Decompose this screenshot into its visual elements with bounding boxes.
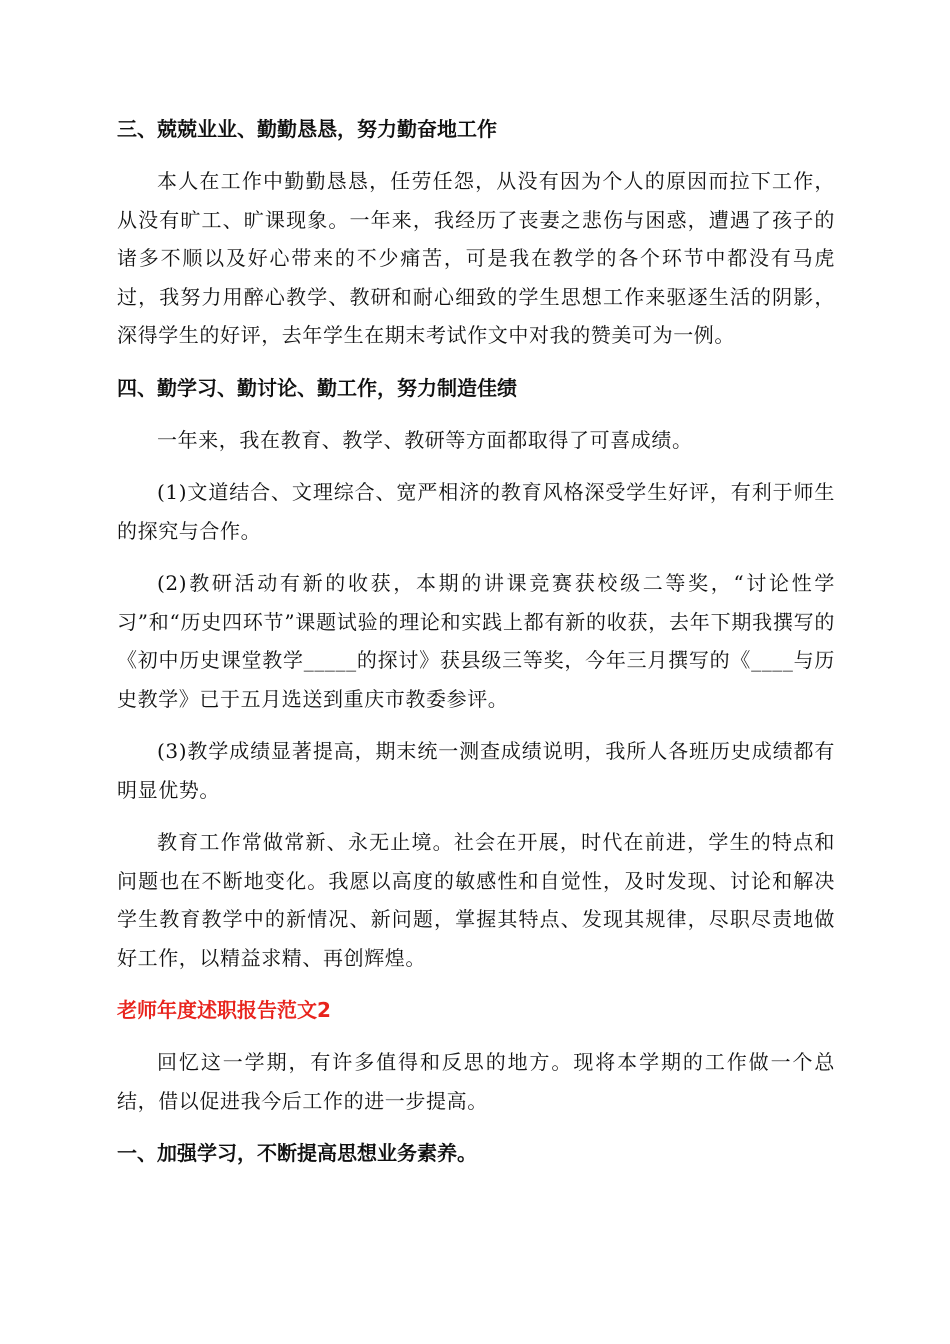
list-item-1: (1)文道结合、文理综合、宽严相济的教育风格深受学生好评，有利于师生的探究与合作。: [117, 480, 835, 543]
list-item-3: (3)教学成绩显著提高，期末统一测查成绩说明，我所人各班历史成绩都有明显优势。: [117, 739, 835, 802]
article-title: 老师年度述职报告范文2: [117, 998, 331, 1022]
section-heading-3: 三、兢兢业业、勤勤恳恳，努力勤奋地工作: [117, 117, 497, 141]
section-heading-1: 一、加强学习，不断提高思想业务素养。: [117, 1141, 477, 1165]
paragraph: 教育工作常做常新、永无止境。社会在开展，时代在前进，学生的特点和问题也在不断地变化。我愿以高度的敏感性和自觉性，及时发现、讨论和解决学生教育教学中的新情况、新问题，掌握其特点、发现其规律，尽职尽责地做好工作，以精益求精、再创辉煌。: [117, 830, 835, 970]
paragraph: 回忆这一学期，有许多值得和反思的地方。现将本学期的工作做一个总结，借以促进我今后工作的进一步提高。: [117, 1050, 835, 1113]
list-item-2: (2)教研活动有新的收获，本期的讲课竞赛获校级二等奖，“讨论性学习”和“历史四环节”课题试验的理论和实践上都有新的收获，去年下期我撰写的《初中历史课堂教学_____的探讨》获县级三等奖，今年三月撰写的《____与历史教学》已于五月选送到重庆市教委参评。: [117, 571, 835, 711]
document-body: [117, 110, 835, 1186]
paragraph: 本人在工作中勤勤恳恳，任劳任怨，从没有因为个人的原因而拉下工作，从没有旷工、旷课现象。一年来，我经历了丧妻之悲伤与困惑，遭遇了孩子的诸多不顺以及好心带来的不少痛苦，可是我在教学的各个环节中都没有马虎过，我努力用醉心教学、教研和耐心细致的学生思想工作来驱逐生活的阴影，深得学生的好评，去年学生在期末考试作文中对我的赞美可为一例。: [117, 169, 835, 347]
section-heading-4: 四、勤学习、勤讨论、勤工作，努力制造佳绩: [117, 375, 517, 400]
paragraph: 一年来，我在教育、教学、教研等方面都取得了可喜成绩。: [157, 427, 693, 452]
